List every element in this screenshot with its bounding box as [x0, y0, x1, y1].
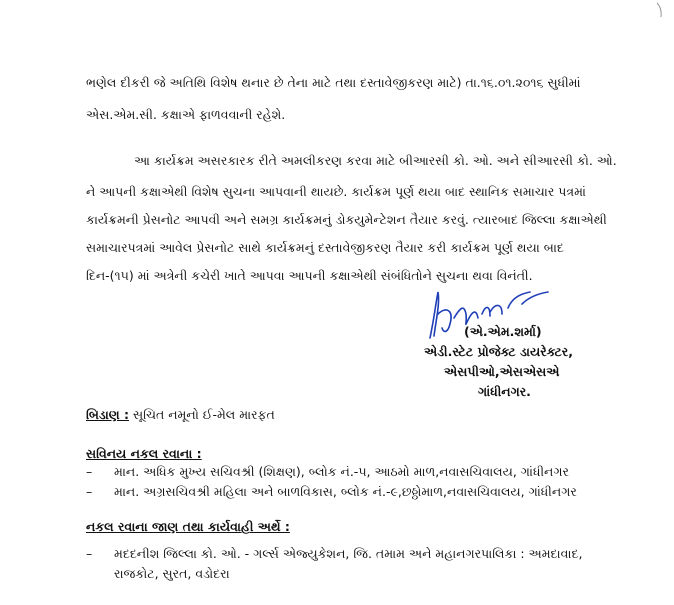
copy-to-item-1: માન. અધિક મુખ્ય સચિવશ્રી (શિક્ષણ), બ્લોક નં.-૫, આઠમો માળ,નવાસચિવાલય, ગાંધીનગર [114, 464, 569, 479]
copy-to-heading: સવિનય નકલ રવાના : [86, 446, 202, 461]
body-para2-line-3: કાર્યક્રમની પ્રેસનોટ આપવી અને સમગ્ર કાર્યક્રમનું ડોકયુમેન્ટેશન તૈયાર કરવું. ત્યારબાદ જિલ્લા કક્ષાએથી [86, 212, 607, 227]
copy-to-bullet-1: – [86, 464, 93, 479]
enclosure-text: સૂચિત નમૂનો ઈ-મેલ મારફત [133, 407, 275, 422]
scan-mark [656, 2, 664, 18]
copy-to-item-2: માન. અગ્રસચિવશ્રી મહિલા અને બાળવિકાસ, બ્લોક નં.-૯,છઠ્ઠોમાળ,નવાસચિવાલય, ગાંધીનગર [114, 484, 577, 499]
copy-to-bullet-2: – [86, 484, 93, 499]
signature-name: (એ.એમ.શર્મા) [464, 324, 542, 339]
body-para2-line-4: સમાચારપત્રમાં આવેલ પ્રેસનોટ સાથે કાર્યક્રમનું દસ્તાવેજીકરણ તૈયાર કરી કાર્યક્રમ પૂર્ણ થયા બાદ [86, 240, 564, 255]
copy-action-bullet: – [86, 546, 93, 561]
body-para2-line-5: દિન-(૧૫) માં અત્રેની કચેરી ખાતે આપવા આપની કક્ષાએથી સંબંધિતોને સુચના થવા વિનંતી. [86, 268, 533, 283]
body-para2-line-2: ને આપની કક્ષાએથી વિશેષ સુચના આપવાની થાયછે. કાર્યક્રમ પૂર્ણ થયા બાદ સ્થાનિક સમાચાર પત્રમાં [86, 184, 586, 199]
signature-designation: એડી.સ્ટેટ પ્રોજેક્ટ ડાયરેક્ટર, [424, 344, 574, 359]
copy-action-item-line-2: રાજકોટ, સુરત, વડોદરા [114, 566, 230, 581]
signature-city: ગાંધીનગર. [478, 384, 531, 399]
body-line-1: ભણેલ દીકરી જે અતિથિ વિશેષ થનાર છે તેના માટે તથા દસ્તાવેજીકરણ માટે) તા.૧૬.૦૧.૨૦૧૬ સુધીમાં [86, 75, 581, 90]
signature-office: એસપીઓ,એસએસએ [444, 364, 560, 379]
enclosure-label: બિડાણ : [86, 407, 130, 422]
copy-action-heading: નકલ રવાના જાણ તથા કાર્યવાહી અર્થે : [86, 519, 290, 534]
body-line-2: એસ.એમ.સી. કક્ષાએ ફાળવવાની રહેશે. [86, 107, 286, 122]
enclosure [86, 407, 275, 423]
copy-action-item-line-1: મદદનીશ જિલ્લા કો. ઓ. - ગર્લ્સ એજ્યુકેશન, જિ. તમામ અને મહાનગરપાલિકા : અમદાવાદ, [114, 546, 583, 561]
body-para2-line-1: આ કાર્યક્રમ અસરકારક રીતે અમલીકરણ કરવા માટે બીઆરસી કો. ઓ. અને સીઆરસી કો. ઓ. [134, 153, 617, 168]
